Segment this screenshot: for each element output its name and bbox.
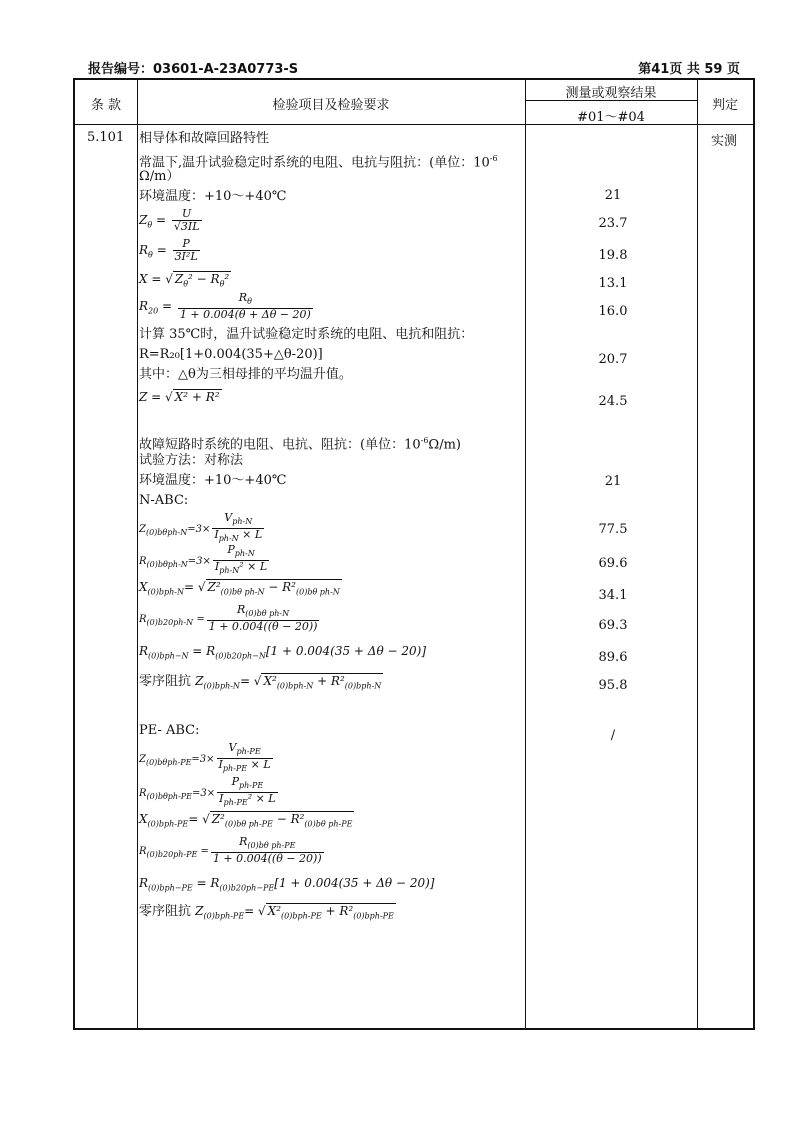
- verdict-value: 实测: [711, 134, 738, 149]
- result-value: 13.1: [598, 276, 628, 291]
- result-value: 69.3: [598, 618, 628, 633]
- result-value: 77.5: [598, 522, 628, 537]
- formula-x-pe: $X_{(0)bph-PE}=$ √ $Z^2_{(0)b\theta ph-PE} - R^2_{(0)b\theta ph-PE}$: [139, 812, 353, 829]
- result-value: 20.7: [598, 352, 628, 367]
- result-value: 95.8: [598, 678, 628, 693]
- header-result-sub: #01～#04: [577, 110, 645, 125]
- calc-35-heading: 计算 35℃时，温升试验稳定时系统的电阻、电抗和阻抗：: [139, 327, 474, 342]
- formula-r-35-pe: $R_{(0)bph-PE} = R_{(0)b20ph-PE}[1 + 0.004(35 + \Delta\theta - 20)]$: [139, 876, 435, 893]
- test-method: 试验方法：对称法: [139, 453, 244, 468]
- header-items: 检验项目及检验要求: [272, 98, 390, 113]
- result-value: 24.5: [598, 394, 628, 409]
- column-divider: [137, 80, 138, 1028]
- result-value: 19.8: [598, 248, 628, 263]
- header-result-title: 测量或观察结果: [565, 86, 657, 101]
- section-title: 相导体和故障回路特性: [139, 131, 270, 146]
- clause-number: 5.101: [87, 130, 125, 145]
- env-temp: 环境温度：+10～+40℃: [139, 189, 287, 204]
- formula-z: Z = √ X² + R²: [139, 390, 220, 404]
- result-value: 23.7: [598, 216, 628, 231]
- formula-x-n: $X_{(0)bph-N}=$ √ $Z^2_{(0)b\theta ph-N} - R^2_{(0)b\theta ph-N}$: [139, 580, 340, 597]
- normal-temp-unit: Ω/m）: [139, 169, 180, 184]
- formula-r20-n: $R_{(0)b20ph-N}$ = $\frac{R_{(0)b\theta ph-N}}{1 + 0.004((\theta - 20))}$: [139, 603, 318, 634]
- result-value: /: [610, 728, 616, 743]
- result-value: 21: [604, 188, 622, 203]
- result-value: 34.1: [598, 588, 628, 603]
- report-number: 报告编号：03601-A-23A0773-S: [88, 62, 299, 77]
- result-value: 16.0: [598, 304, 628, 319]
- formula-r20-pe: $R_{(0)b20ph-PE}$ = $\frac{R_{(0)b\theta ph-PE}}{1 + 0.004((\theta - 20))}$: [139, 835, 322, 866]
- r-formula: R=R₂₀[1+0.004(35+△θ-20)]: [139, 347, 323, 362]
- header-clause: 条 款: [90, 98, 122, 113]
- zero-seq-n: 零序阻抗 $Z_{(0)bph-N}=$ √ $X^2_{(0)bph-N} + R^2_{(0)bph-N}$: [139, 674, 382, 691]
- formula-z-n: $Z_{(0)b\theta ph-N}=3\times$ $\frac{V_{ph-N}}{I_{ph-N} \times L}$: [139, 511, 263, 544]
- formula-r-pe: $R_{(0)b\theta ph-PE}=3\times$ $\frac{P_{ph-PE}}{I_{ph-PE}^2 \times L}$: [139, 775, 276, 808]
- result-value: 89.6: [598, 650, 628, 665]
- pe-abc-label: PE- ABC:: [139, 723, 200, 738]
- formula-z-theta: $Z_\theta$ = $\frac{U}{√3IL}$: [139, 207, 200, 233]
- formula-r-35-n: $R_{(0)bph-N} = R_{(0)b20ph-N}[1 + 0.004(35 + \Delta\theta - 20)]$: [139, 644, 427, 661]
- result-value: 69.6: [598, 556, 628, 571]
- column-divider: [525, 80, 526, 1028]
- formula-r20: $R_{20}$ = $\frac{R_\theta}{1 + 0.004(\theta + \Delta\theta - 20)}$: [139, 291, 311, 322]
- formula-r-n: $R_{(0)b\theta ph-N}=3\times$ $\frac{P_{ph-N}}{I_{ph-N}^2 \times L}$: [139, 543, 268, 576]
- zero-seq-pe: 零序阻抗 $Z_{(0)bph-PE}=$ √ $X^2_{(0)bph-PE} + R^2_{(0)bph-PE}$: [139, 904, 394, 921]
- fault-heading: 故障短路时系统的电阻、电抗、阻抗：(单位：$10^{-6}\Omega/m$): [139, 436, 461, 453]
- note: 其中：△θ为三相母排的平均温升值。: [139, 367, 352, 382]
- result-value: 21: [604, 474, 622, 489]
- n-abc-label: N-ABC:: [139, 493, 189, 508]
- header-verdict: 判定: [711, 98, 738, 113]
- report-table: [73, 78, 755, 1030]
- formula-r-theta: $R_\theta$ = $\frac{P}{\text{3I²L}}$: [139, 237, 198, 263]
- normal-temp-heading: 常温下,温升试验稳定时系统的电阻、电抗与阻抗：(单位：$10^{-6}$: [139, 154, 498, 171]
- page-indicator: 第41页 共 59 页: [638, 62, 740, 77]
- formula-z-pe: $Z_{(0)b\theta ph-PE}=3\times$ $\frac{V_{ph-PE}}{I_{ph-PE} \times L}$: [139, 741, 271, 774]
- env-temp-2: 环境温度：+10～+40℃: [139, 473, 287, 488]
- formula-x: X = √ $Z_\theta^2 - R_\theta^2$: [139, 272, 230, 289]
